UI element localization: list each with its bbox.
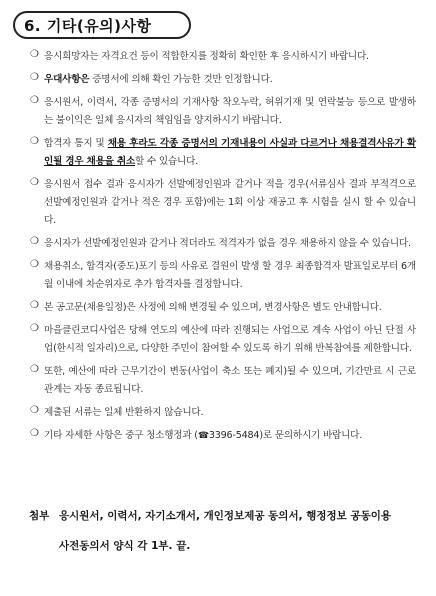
attachment-list-line1: 응시원서, 이력서, 자기소개서, 개인정보제공 동의서, 행정정보 공동이용 — [59, 510, 392, 522]
list-item — [30, 363, 416, 399]
list-item — [30, 299, 416, 317]
bullet-circle-icon: ❍ — [30, 323, 39, 334]
bullet-circle-icon: ❍ — [30, 259, 39, 270]
list-item — [30, 71, 416, 89]
list-item — [30, 176, 416, 230]
item-text-post: )로 문의하시기 바랍니다. — [259, 430, 363, 441]
list-item — [30, 135, 416, 171]
list-item — [30, 94, 416, 130]
item-text: 응시원서 접수 결과 응시자가 선발예정인원과 같거나 적을 경우(서류심사 결과 부적격으로 선발예정인원과 같거나 적은 경우 포함)에는 1회 이상 재공고 후 시험을 실시 할 수 있습니다. — [44, 179, 416, 226]
item-text: 채용취소, 합격자(중도)포기 등의 사유로 결원이 발생 할 경우 최종합격자 발표일로부터 6개월 이내에 차순위자로 추가 합격자를 결정합니다. — [44, 261, 416, 290]
bullet-circle-icon: ❍ — [30, 136, 39, 147]
notice-list — [30, 48, 416, 450]
item-emphasis: 채용 후라도 각종 증명서의 기재내용이 사실과 다르거나 채용결격사유가 확인될 경우 채용을 취소 — [44, 138, 416, 167]
bullet-circle-icon: ❍ — [30, 49, 39, 60]
item-text: 응시희망자는 자격요건 등이 적합한지를 정확히 확인한 후 응시하시기 바랍니다. — [44, 51, 369, 62]
item-text-rest: 증명서에 의해 확인 가능한 것만 인정합니다. — [89, 74, 273, 85]
item-text-post: 할 수 있습니다. — [135, 156, 198, 167]
bullet-circle-icon: ❍ — [30, 72, 39, 83]
item-text: 응시자가 선발예정인원과 같거나 적더라도 적격자가 없을 경우 채용하지 않을 수 있습니다. — [44, 238, 411, 249]
item-text: 응시원서, 이력서, 각종 증명서의 기재사항 착오누락, 허위기재 및 연락불능 등으로 발생하는 불이익은 일체 응시자의 책임임을 양지하시기 바랍니다. — [44, 97, 416, 126]
list-item — [30, 404, 416, 422]
list-item — [30, 235, 416, 253]
bullet-circle-icon: ❍ — [30, 364, 39, 375]
list-item — [30, 427, 416, 445]
item-text — [44, 71, 416, 89]
item-text-pre: 기타 자세한 사항은 중구 청소행정과 ( — [44, 430, 198, 441]
item-text: 본 공고문(채용일정)은 사정에 의해 변경될 수 있으며, 변경사항은 별도 안내합니다. — [44, 302, 382, 313]
item-text — [44, 135, 416, 171]
phone-number: 3396-5484 — [208, 430, 260, 441]
bullet-circle-icon: ❍ — [30, 236, 39, 247]
item-text — [44, 427, 416, 445]
item-text: 제출된 서류는 일체 반환하지 않습니다. — [44, 407, 204, 418]
bullet-circle-icon: ❍ — [30, 95, 39, 106]
list-item — [30, 322, 416, 358]
bullet-circle-icon: ❍ — [30, 428, 39, 439]
list-item — [30, 258, 416, 294]
bullet-circle-icon: ❍ — [30, 300, 39, 311]
bullet-circle-icon: ❍ — [30, 405, 39, 416]
item-bold-lead: 우대사항은 — [44, 74, 90, 85]
phone-icon: ☎ — [197, 431, 209, 441]
attachment-list-line2: 사전동의서 양식 각 1부. 끝. — [59, 540, 191, 552]
item-text-pre: 합격자 통지 및 — [44, 138, 108, 149]
bullet-circle-icon: ❍ — [30, 177, 39, 188]
list-item — [30, 48, 416, 66]
item-text: 마을클린코디사업은 당해 연도의 예산에 따라 진행되는 사업으로 계속 사업이 아닌 단절 사업(한시적 일자리)으로, 다양한 주민이 참여할 수 있도록 하기 위해 반복참여를 제한합니다. — [44, 325, 416, 354]
attachment-label: 첨부 — [29, 510, 50, 522]
section-title: 6. 기타(유의)사항 — [24, 17, 152, 35]
item-text: 또한, 예산에 따라 근무기간이 변동(사업이 축소 또는 폐지)될 수 있으며, 기간만료 시 근로관계는 자동 종료됩니다. — [44, 366, 416, 395]
